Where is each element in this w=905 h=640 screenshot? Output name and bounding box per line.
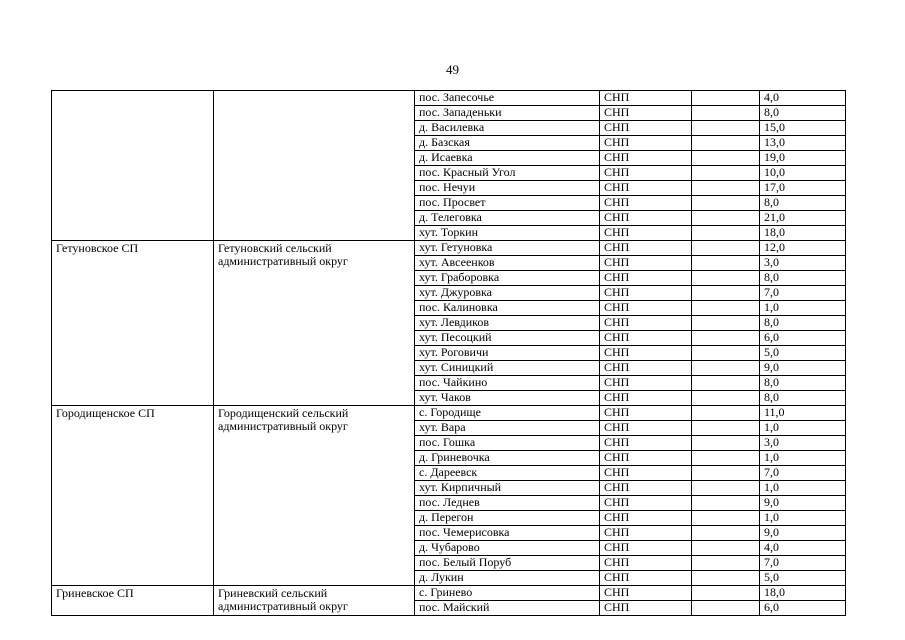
extra-cell	[692, 601, 760, 616]
place-cell: хут. Синицкий	[415, 361, 600, 376]
extra-cell	[692, 256, 760, 271]
value-cell: 1,0	[760, 451, 846, 466]
place-cell: хут. Вара	[415, 421, 600, 436]
table-body	[52, 91, 846, 616]
value-cell: 8,0	[760, 391, 846, 406]
place-cell: д. Базская	[415, 136, 600, 151]
value-cell: 13,0	[760, 136, 846, 151]
place-cell: хут. Торкин	[415, 226, 600, 241]
type-cell: СНП	[600, 301, 692, 316]
value-cell: 5,0	[760, 571, 846, 586]
type-cell: СНП	[600, 601, 692, 616]
type-cell: СНП	[600, 586, 692, 601]
place-cell: пос. Леднев	[415, 496, 600, 511]
value-cell: 1,0	[760, 511, 846, 526]
type-cell: СНП	[600, 421, 692, 436]
place-cell: с. Дареевск	[415, 466, 600, 481]
extra-cell	[692, 361, 760, 376]
value-cell: 10,0	[760, 166, 846, 181]
extra-cell	[692, 301, 760, 316]
extra-cell	[692, 541, 760, 556]
extra-cell	[692, 181, 760, 196]
type-cell: СНП	[600, 481, 692, 496]
type-cell: СНП	[600, 571, 692, 586]
place-cell: д. Чубарово	[415, 541, 600, 556]
value-cell: 3,0	[760, 256, 846, 271]
type-cell: СНП	[600, 376, 692, 391]
extra-cell	[692, 496, 760, 511]
value-cell: 19,0	[760, 151, 846, 166]
extra-cell	[692, 286, 760, 301]
place-cell: д. Василевка	[415, 121, 600, 136]
extra-cell	[692, 316, 760, 331]
type-cell: СНП	[600, 436, 692, 451]
extra-cell	[692, 106, 760, 121]
type-cell: СНП	[600, 286, 692, 301]
extra-cell	[692, 241, 760, 256]
value-cell: 15,0	[760, 121, 846, 136]
value-cell: 8,0	[760, 376, 846, 391]
type-cell: СНП	[600, 271, 692, 286]
place-cell: д. Лукин	[415, 571, 600, 586]
extra-cell	[692, 406, 760, 421]
place-cell: д. Гриневочка	[415, 451, 600, 466]
type-cell: СНП	[600, 166, 692, 181]
extra-cell	[692, 271, 760, 286]
place-cell: с. Городище	[415, 406, 600, 421]
type-cell: СНП	[600, 106, 692, 121]
type-cell: СНП	[600, 556, 692, 571]
value-cell: 9,0	[760, 361, 846, 376]
extra-cell	[692, 436, 760, 451]
type-cell: СНП	[600, 496, 692, 511]
type-cell: СНП	[600, 451, 692, 466]
district-cell	[214, 91, 415, 241]
place-cell: пос. Калиновка	[415, 301, 600, 316]
extra-cell	[692, 151, 760, 166]
type-cell: СНП	[600, 226, 692, 241]
extra-cell	[692, 211, 760, 226]
value-cell: 9,0	[760, 526, 846, 541]
settlement-cell	[52, 91, 214, 241]
type-cell: СНП	[600, 91, 692, 106]
extra-cell	[692, 511, 760, 526]
type-cell: СНП	[600, 256, 692, 271]
value-cell: 17,0	[760, 181, 846, 196]
value-cell: 7,0	[760, 286, 846, 301]
type-cell: СНП	[600, 196, 692, 211]
place-cell: пос. Просвет	[415, 196, 600, 211]
place-cell: пос. Гошка	[415, 436, 600, 451]
table-row	[52, 586, 846, 601]
type-cell: СНП	[600, 466, 692, 481]
extra-cell	[692, 391, 760, 406]
place-cell: хут. Кирпичный	[415, 481, 600, 496]
value-cell: 6,0	[760, 601, 846, 616]
value-cell: 12,0	[760, 241, 846, 256]
district-cell: Городищенский сельский административный округ	[214, 406, 415, 586]
place-cell: хут. Чаков	[415, 391, 600, 406]
value-cell: 8,0	[760, 316, 846, 331]
value-cell: 5,0	[760, 346, 846, 361]
value-cell: 8,0	[760, 271, 846, 286]
extra-cell	[692, 526, 760, 541]
type-cell: СНП	[600, 346, 692, 361]
place-cell: хут. Песоцкий	[415, 331, 600, 346]
type-cell: СНП	[600, 181, 692, 196]
value-cell: 8,0	[760, 106, 846, 121]
extra-cell	[692, 586, 760, 601]
place-cell: хут. Джуровка	[415, 286, 600, 301]
place-cell: пос. Западеньки	[415, 106, 600, 121]
type-cell: СНП	[600, 211, 692, 226]
table-row	[52, 241, 846, 256]
value-cell: 1,0	[760, 301, 846, 316]
place-cell: д. Исаевка	[415, 151, 600, 166]
value-cell: 11,0	[760, 406, 846, 421]
type-cell: СНП	[600, 541, 692, 556]
place-cell: пос. Нечуи	[415, 181, 600, 196]
type-cell: СНП	[600, 511, 692, 526]
settlement-cell: Гетуновское СП	[52, 241, 214, 406]
settlement-cell: Городищенское СП	[52, 406, 214, 586]
place-cell: пос. Майский	[415, 601, 600, 616]
type-cell: СНП	[600, 391, 692, 406]
extra-cell	[692, 136, 760, 151]
value-cell: 3,0	[760, 436, 846, 451]
value-cell: 18,0	[760, 586, 846, 601]
extra-cell	[692, 196, 760, 211]
value-cell: 6,0	[760, 331, 846, 346]
type-cell: СНП	[600, 241, 692, 256]
settlement-cell: Гриневское СП	[52, 586, 214, 616]
place-cell: хут. Левдиков	[415, 316, 600, 331]
district-cell: Гетуновский сельский административный округ	[214, 241, 415, 406]
value-cell: 7,0	[760, 466, 846, 481]
extra-cell	[692, 121, 760, 136]
place-cell: пос. Белый Поруб	[415, 556, 600, 571]
type-cell: СНП	[600, 361, 692, 376]
value-cell: 1,0	[760, 421, 846, 436]
place-cell: пос. Запесочье	[415, 91, 600, 106]
place-cell: хут. Гетуновка	[415, 241, 600, 256]
value-cell: 9,0	[760, 496, 846, 511]
place-cell: с. Гринево	[415, 586, 600, 601]
type-cell: СНП	[600, 136, 692, 151]
value-cell: 4,0	[760, 541, 846, 556]
district-cell: Гриневский сельский административный округ	[214, 586, 415, 616]
extra-cell	[692, 376, 760, 391]
extra-cell	[692, 481, 760, 496]
extra-cell	[692, 331, 760, 346]
type-cell: СНП	[600, 331, 692, 346]
type-cell: СНП	[600, 316, 692, 331]
place-cell: д. Перегон	[415, 511, 600, 526]
extra-cell	[692, 166, 760, 181]
table-row	[52, 91, 846, 106]
value-cell: 21,0	[760, 211, 846, 226]
type-cell: СНП	[600, 151, 692, 166]
type-cell: СНП	[600, 406, 692, 421]
place-cell: пос. Чемерисовка	[415, 526, 600, 541]
value-cell: 1,0	[760, 481, 846, 496]
value-cell: 4,0	[760, 91, 846, 106]
extra-cell	[692, 571, 760, 586]
place-cell: хут. Авсеенков	[415, 256, 600, 271]
value-cell: 7,0	[760, 556, 846, 571]
value-cell: 18,0	[760, 226, 846, 241]
place-cell: хут. Граборовка	[415, 271, 600, 286]
extra-cell	[692, 421, 760, 436]
extra-cell	[692, 226, 760, 241]
place-cell: пос. Чайкино	[415, 376, 600, 391]
value-cell: 8,0	[760, 196, 846, 211]
type-cell: СНП	[600, 121, 692, 136]
extra-cell	[692, 466, 760, 481]
type-cell: СНП	[600, 526, 692, 541]
extra-cell	[692, 556, 760, 571]
place-cell: хут. Роговичи	[415, 346, 600, 361]
table-row	[52, 406, 846, 421]
extra-cell	[692, 346, 760, 361]
extra-cell	[692, 451, 760, 466]
page-number: 49	[446, 62, 459, 77]
place-cell: пос. Красный Угол	[415, 166, 600, 181]
settlements-table	[51, 90, 846, 616]
extra-cell	[692, 91, 760, 106]
place-cell: д. Телеговка	[415, 211, 600, 226]
